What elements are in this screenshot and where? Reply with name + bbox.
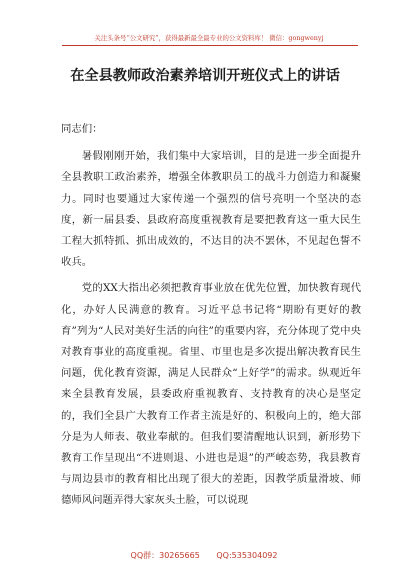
qq-group-text: QQ群：30265665 xyxy=(130,551,200,560)
qq-number-text: QQ:535304092 xyxy=(216,551,278,560)
salutation: 同志们： xyxy=(61,123,103,135)
body-paragraph: 暑假刚刚开始，我们集中大家培训，目的是进一步全面提升全县教职工政治素养，增强全体教职员工的战斗力创造力和凝聚力。同时也要通过大家传递一个强烈的信号亮明一个坚决的态度，新一届县委、县政府高度重视教育是要把教育这一重大民生工程大抓特抓、抓出成效的，不达目的决不罢休，不见起色誓不收兵。 xyxy=(61,150,361,269)
promo-header-text: 关注头条号“公文研究”，获得最新最全最专业的公文资料库！ 微信：gongwenyj xyxy=(94,34,324,42)
contact-footer xyxy=(0,550,408,561)
document-body xyxy=(61,119,361,512)
header-divider xyxy=(62,45,358,46)
document-title: 在全县教师政治素养培训开班仪式上的讲话 xyxy=(70,68,340,84)
body-paragraph: 党的XX大指出必须把教育事业放在优先位置，加快教育现代化，办好人民满意的教育。习近平总书记将“期盼有更好的教育”列为“人民对美好生活的向往”的重要内容，充分体现了党中央对教育事业的高度重视。省里、市里也是多次提出解决教育民生问题，优化教育资源，满足人民群众“上好学”的需求。纵观近年来全县教育发展，县委政府重视教育、支持教育的决心是坚定的，我们全县广大教育工作者主流是好的、积极向上的，绝大部分是为人师表、敬业奉献的。但我们要清醒地认识到，新形势下教育工作呈现出“不进则退、小进也是退”的严峻态势，我县教育与周边县市的教育相比出现了很大的差距，因教学质量滑坡、师德师风问题弄得大家灰头土脸，可以说现 xyxy=(61,282,361,507)
